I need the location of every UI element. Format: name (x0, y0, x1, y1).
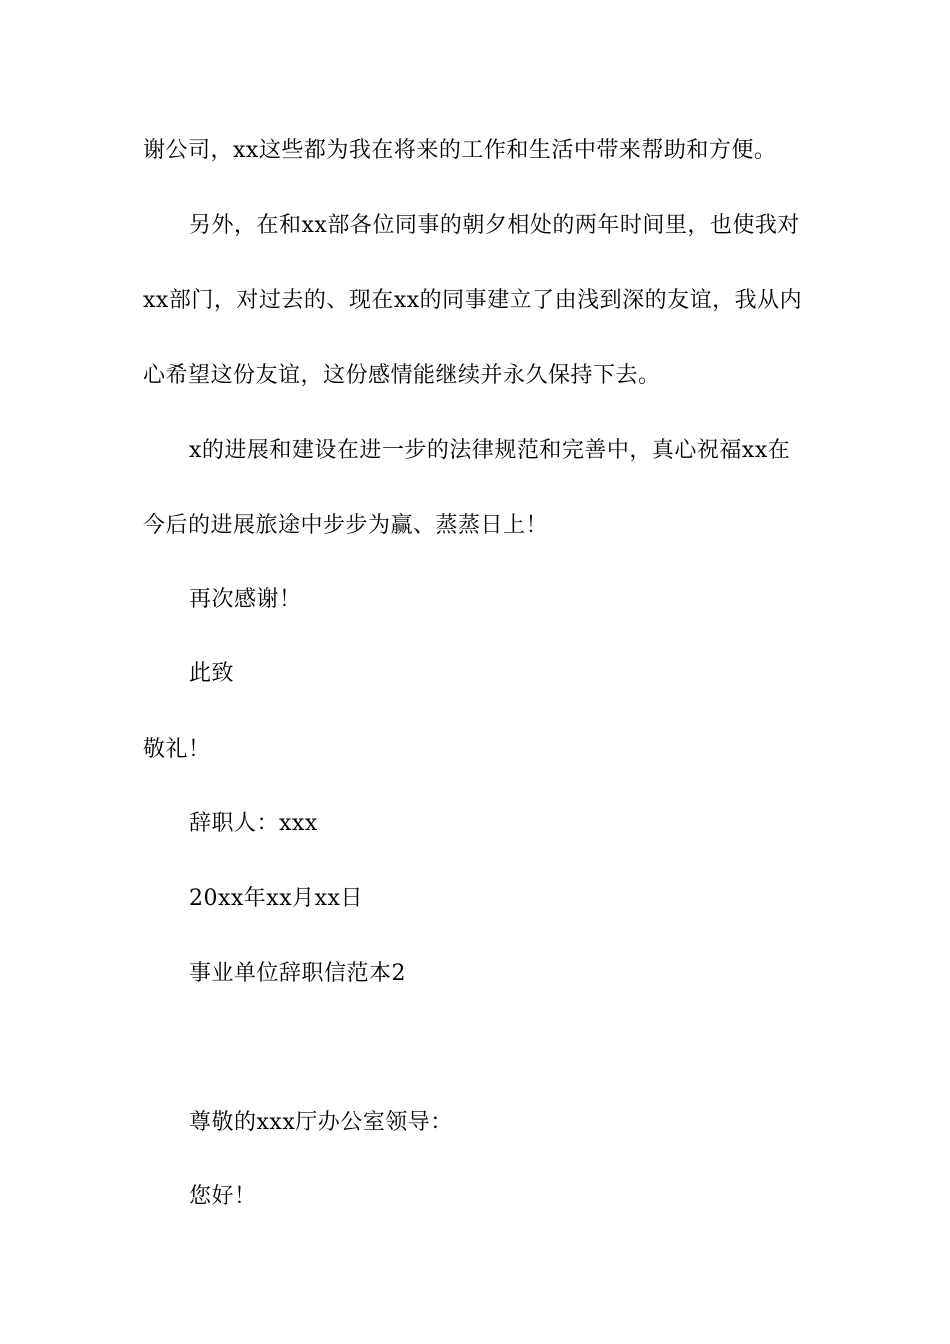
paragraph-line: xx部门，对过去的、现在xx的同事建立了由浅到深的友谊，我从内 (143, 288, 803, 313)
paragraph-line: 谢公司，xx这些都为我在将来的工作和生活中带来帮助和方便。 (143, 138, 777, 163)
paragraph-line: 另外，在和xx部各位同事的朝夕相处的两年时间里，也使我对 (189, 213, 800, 238)
letter-hello: 您好！ (189, 1184, 257, 1209)
paragraph-line: x的进展和建设在进一步的法律规范和完善中，真心祝福xx在 (189, 438, 791, 463)
signature-date: 20xx年xx月xx日 (189, 886, 363, 911)
section-title: 事业单位辞职信范本2 (189, 961, 406, 986)
closing-salutation: 此致 (189, 661, 235, 686)
signature-name: 辞职人：xxx (189, 811, 318, 836)
paragraph-line: 心希望这份友谊，这份感情能继续并永久保持下去。 (143, 363, 661, 388)
closing-thanks: 再次感谢！ (189, 587, 302, 612)
closing-regards: 敬礼！ (143, 737, 211, 762)
paragraph-line: 今后的进展旅途中步步为赢、蒸蒸日上！ (143, 513, 549, 538)
letter-greeting: 尊敬的xxx厅办公室领导： (189, 1110, 453, 1135)
